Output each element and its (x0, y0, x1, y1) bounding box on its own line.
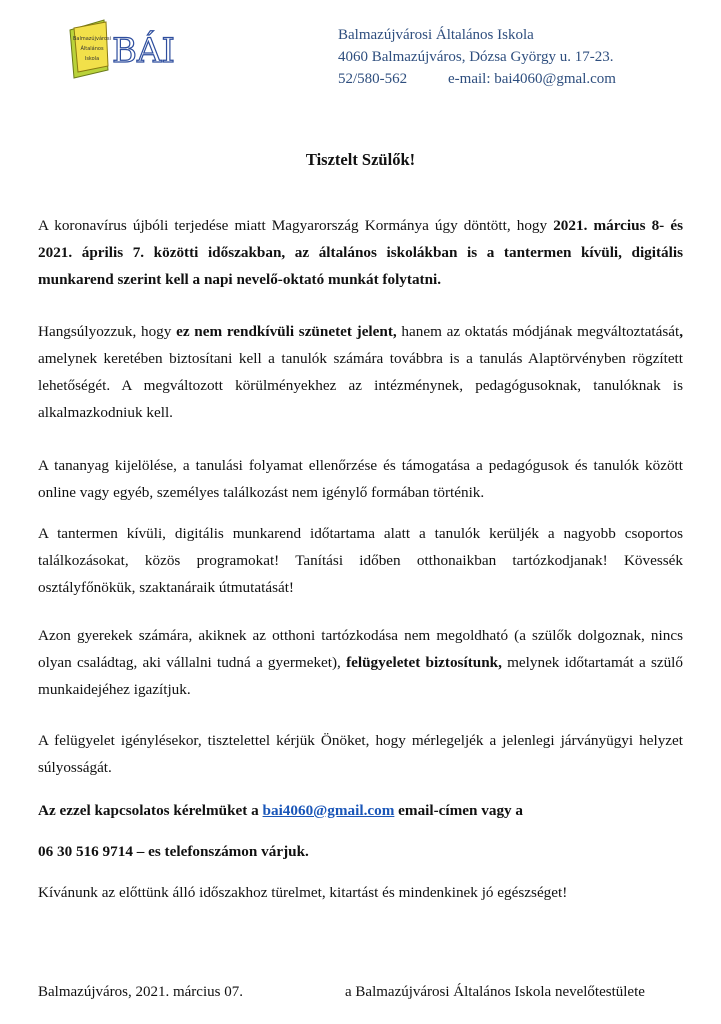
logo-monogram: BÁI (112, 31, 175, 71)
paragraph-announcement (38, 212, 683, 293)
paragraph-emphasis (38, 318, 683, 426)
school-address: 4060 Balmazújváros, Dózsa György u. 17-23. (338, 49, 614, 65)
paragraph-text: email-címen vagy a (394, 802, 524, 819)
paragraph-curriculum: A tananyag kijelölése, a tanulási folyamat ellenőrzése és támogatása a pedagógusok és tanulók között online vagy egyéb, személyes találkozást nem igénylő formában történik. (38, 457, 683, 501)
paragraph-text: Azon gyerekek számára, akiknek az otthoni tartózkodása nem megoldható (a szülők dolgoznak, nincs olyan családtag, aki vállalni tudná a gyermeket), (38, 627, 683, 671)
paragraph-contact-email (38, 797, 683, 824)
paragraph-behaviour: A tantermen kívüli, digitális munkarend időtartama alatt a tanulók kerüljék a nagyobb csoportos találkozásokat, közös programokat! Tanítási időben otthonaikban tartózkodjanak! Kövessék osztályfőnökük, szaktanáraik útmutatását! (38, 525, 683, 596)
email-link[interactable]: bai4060@gmail.com (262, 802, 395, 819)
school-name: Balmazújvárosi Általános Iskola (338, 27, 534, 43)
school-email: e-mail: bai4060@gmal.com (448, 71, 616, 87)
paragraph-text: hanem az oktatás módjának megváltoztatását (396, 323, 680, 340)
logo-book-line-3: Iskola (84, 56, 100, 62)
letter-title: Tisztelt Szülők! (305, 150, 416, 169)
paragraph-text: amelynek keretében biztosítani kell a tanulók számára továbbra is a tanulás Alaptörvényben rögzített lehetőségét. A megváltozott körülményekhez az intézménynek, pedagógusoknak, tanulóknak is alkalmazkodniuk kell. (38, 350, 683, 421)
school-phone: 52/580-562 (338, 71, 408, 87)
emphasis-text: , (679, 323, 683, 340)
paragraph-wishes: Kívánunk az előttünk álló időszakhoz türelmet, kitartást és mindenkinek jó egészséget! (38, 884, 568, 901)
paragraph-contact-phone: 06 30 516 9714 – es telefonszámon várjuk. (38, 843, 309, 860)
contact-line (338, 68, 616, 90)
paragraph-supervision (38, 622, 683, 703)
school-logo (68, 18, 175, 80)
letterhead (338, 24, 616, 90)
footer-signature: a Balmazújvárosi Általános Iskola nevelőtestülete (345, 984, 645, 1000)
logo-book-line-2: Általános (80, 46, 104, 52)
paragraph-text: Hangsúlyozzuk, hogy (38, 323, 177, 340)
emphasis-text: 2021. március 8- és 2021. április 7. közötti időszakban, az általános iskolákban is a tantermen kívüli, digitális munkarend szerint kell a napi nevelő-oktató munkát folytatni. (38, 217, 683, 288)
footer-place-date: Balmazújváros, 2021. március 07. (38, 984, 243, 1000)
paragraph-request: A felügyelet igénylésekor, tisztelettel kérjük Önöket, hogy mérlegeljék a jelenlegi járványügyi helyzet súlyosságát. (38, 732, 683, 776)
paragraph-text: melynek időtartamát a szülő munkaidejéhez igazítjuk. (38, 654, 683, 698)
logo-book-line-1: Balmazújvárosi (72, 36, 112, 42)
paragraph-text: A koronavírus újbóli terjedése miatt Magyarország Kormánya úgy döntött, hogy (38, 217, 554, 234)
emphasis-text: felügyeletet biztosítunk, (346, 654, 502, 671)
paragraph-text: Az ezzel kapcsolatos kérelmüket a (38, 802, 263, 819)
emphasis-text: ez nem rendkívüli szünetet jelent, (176, 323, 397, 340)
